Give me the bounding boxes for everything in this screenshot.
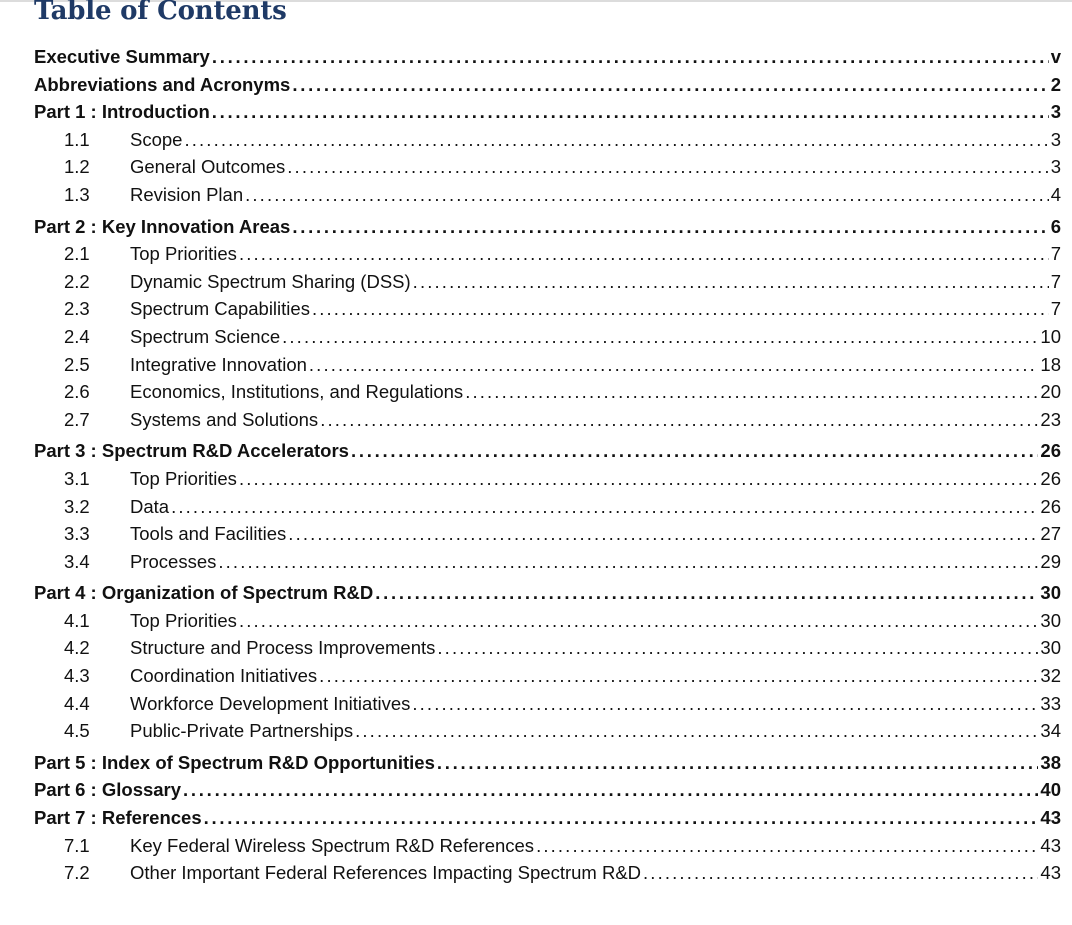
section-title: Top Priorities (130, 467, 237, 489)
dot-leader (292, 74, 1048, 96)
section-number: 1.2 (64, 156, 90, 178)
dot-leader (212, 101, 1049, 123)
dot-leader (292, 216, 1048, 238)
part-title: Part 5 : Index of Spectrum R&D Opportunities (34, 751, 435, 773)
page-number: 30 (1040, 609, 1061, 631)
part-title: Part 1 : Introduction (34, 101, 210, 123)
section-number: 3.1 (64, 467, 90, 489)
dot-leader (239, 610, 1038, 632)
page-number: 26 (1040, 467, 1061, 489)
toc-section-entry[interactable] (0, 610, 1072, 638)
dot-leader (239, 243, 1049, 265)
toc-part-entry[interactable] (0, 807, 1072, 835)
part-title: Part 6 : Glossary (34, 779, 182, 801)
section-number: 1.3 (64, 183, 90, 205)
toc-section-entry[interactable] (0, 298, 1072, 326)
dot-leader (375, 582, 1038, 604)
section-title: Spectrum Science (130, 325, 281, 347)
section-number: 2.6 (64, 381, 90, 403)
toc-section-entry[interactable] (0, 862, 1072, 890)
toc-section-entry[interactable] (0, 129, 1072, 157)
toc-section-entry[interactable] (0, 354, 1072, 382)
dot-leader (171, 496, 1038, 518)
page-number: 26 (1040, 495, 1061, 517)
page-number: 3 (1050, 156, 1061, 178)
toc-part-entry[interactable] (0, 779, 1072, 807)
section-title: Top Priorities (130, 609, 237, 631)
dot-leader (288, 523, 1038, 545)
section-number: 4.5 (64, 720, 90, 742)
dot-leader (536, 835, 1038, 857)
page-number: 23 (1040, 408, 1061, 430)
page-number: 7 (1050, 298, 1061, 320)
toc-part-entry[interactable] (0, 216, 1072, 244)
toc-title: Table of Contents (34, 0, 287, 26)
toc-part-entry[interactable] (0, 101, 1072, 129)
page-number: 43 (1040, 862, 1061, 884)
toc-section-entry[interactable] (0, 551, 1072, 579)
section-title: Tools and Facilities (130, 523, 287, 545)
part-title: Part 2 : Key Innovation Areas (34, 215, 291, 237)
section-number: 2.7 (64, 408, 90, 430)
section-title: Other Important Federal References Impacting Spectrum R&D (130, 862, 642, 884)
section-title: Public-Private Partnerships (130, 720, 354, 742)
toc-section-entry[interactable] (0, 243, 1072, 271)
section-title: Economics, Institutions, and Regulations (130, 381, 464, 403)
dot-leader (413, 271, 1049, 293)
dot-leader (184, 129, 1048, 151)
toc-section-entry[interactable] (0, 496, 1072, 524)
section-number: 3.2 (64, 495, 90, 517)
dot-leader (204, 807, 1039, 829)
dot-leader (351, 440, 1038, 462)
page-number: 27 (1040, 523, 1061, 545)
page-number: 32 (1040, 665, 1061, 687)
dot-leader (312, 298, 1049, 320)
dot-leader (287, 156, 1048, 178)
dot-leader (218, 551, 1038, 573)
page-number: 10 (1040, 325, 1061, 347)
toc-section-entry[interactable] (0, 523, 1072, 551)
part-title: Part 4 : Organization of Spectrum R&D (34, 582, 374, 604)
toc-section-entry[interactable] (0, 835, 1072, 863)
page-number: v (1050, 46, 1061, 67)
section-title: General Outcomes (130, 156, 286, 178)
section-title: Spectrum Capabilities (130, 298, 310, 320)
toc-part-entry[interactable] (0, 582, 1072, 610)
dot-leader (239, 468, 1038, 490)
dot-leader (355, 720, 1038, 742)
section-title: Processes (130, 550, 217, 572)
page-number: 3 (1050, 101, 1061, 123)
toc-part-entry[interactable] (0, 440, 1072, 468)
section-number: 4.4 (64, 692, 90, 714)
section-number: 2.1 (64, 243, 90, 265)
toc-section-entry[interactable] (0, 156, 1072, 184)
section-title: Workforce Development Initiatives (130, 692, 411, 714)
toc-part-entry[interactable] (0, 74, 1072, 102)
toc-section-entry[interactable] (0, 271, 1072, 299)
section-number: 2.5 (64, 353, 90, 375)
toc-section-entry[interactable] (0, 637, 1072, 665)
section-number: 7.1 (64, 834, 90, 856)
section-title: Revision Plan (130, 183, 244, 205)
page-number: 7 (1050, 243, 1061, 265)
section-title: Key Federal Wireless Spectrum R&D References (130, 834, 535, 856)
toc-part-entry[interactable] (0, 46, 1072, 74)
toc-section-entry[interactable] (0, 381, 1072, 409)
page-number: 33 (1040, 692, 1061, 714)
part-title: Part 7 : References (34, 807, 202, 829)
toc-section-entry[interactable] (0, 665, 1072, 693)
section-number: 2.4 (64, 325, 90, 347)
page-number: 38 (1040, 751, 1061, 773)
page-number: 7 (1050, 270, 1061, 292)
page-number: 29 (1040, 550, 1061, 572)
page-number: 20 (1040, 381, 1061, 403)
dot-leader (437, 637, 1038, 659)
dot-leader (437, 752, 1039, 774)
section-title: Integrative Innovation (130, 353, 307, 375)
dot-leader (212, 46, 1049, 68)
page-number: 4 (1050, 183, 1061, 205)
toc-part-entry[interactable] (0, 752, 1072, 780)
section-number: 4.1 (64, 609, 90, 631)
page-number: 34 (1040, 720, 1061, 742)
section-number: 2.3 (64, 298, 90, 320)
dot-leader (412, 693, 1038, 715)
toc-section-entry[interactable] (0, 693, 1072, 721)
toc-section-entry[interactable] (0, 184, 1072, 212)
part-title: Part 3 : Spectrum R&D Accelerators (34, 440, 349, 462)
page-number: 6 (1050, 215, 1061, 237)
page-number: 18 (1040, 353, 1061, 375)
toc-section-entry[interactable] (0, 720, 1072, 748)
dot-leader (320, 409, 1038, 431)
toc-section-entry[interactable] (0, 326, 1072, 354)
section-title: Top Priorities (130, 243, 237, 265)
page-number: 2 (1050, 73, 1061, 95)
section-title: Scope (130, 128, 183, 150)
page-number: 26 (1040, 440, 1061, 462)
part-title: Executive Summary (34, 46, 210, 67)
dot-leader (309, 354, 1039, 376)
dot-leader (465, 381, 1038, 403)
dot-leader (319, 665, 1038, 687)
page-number: 30 (1040, 637, 1061, 659)
part-title: Abbreviations and Acronyms (34, 73, 291, 95)
page-number: 3 (1050, 128, 1061, 150)
section-number: 3.4 (64, 550, 90, 572)
toc-section-entry[interactable] (0, 409, 1072, 437)
dot-leader (183, 779, 1038, 801)
dot-leader (245, 184, 1049, 206)
toc-list (0, 46, 1072, 890)
page-number: 40 (1040, 779, 1061, 801)
toc-section-entry[interactable] (0, 468, 1072, 496)
page-number: 43 (1040, 807, 1061, 829)
section-number: 1.1 (64, 128, 90, 150)
section-title: Systems and Solutions (130, 408, 319, 430)
section-number: 2.2 (64, 270, 90, 292)
section-title: Data (130, 495, 170, 517)
section-title: Coordination Initiatives (130, 665, 318, 687)
section-number: 4.2 (64, 637, 90, 659)
section-number: 7.2 (64, 862, 90, 884)
dot-leader (643, 862, 1038, 884)
dot-leader (282, 326, 1038, 348)
section-number: 4.3 (64, 665, 90, 687)
section-number: 3.3 (64, 523, 90, 545)
section-title: Dynamic Spectrum Sharing (DSS) (130, 270, 411, 292)
page-number: 30 (1040, 582, 1061, 604)
page-number: 43 (1040, 834, 1061, 856)
section-title: Structure and Process Improvements (130, 637, 436, 659)
